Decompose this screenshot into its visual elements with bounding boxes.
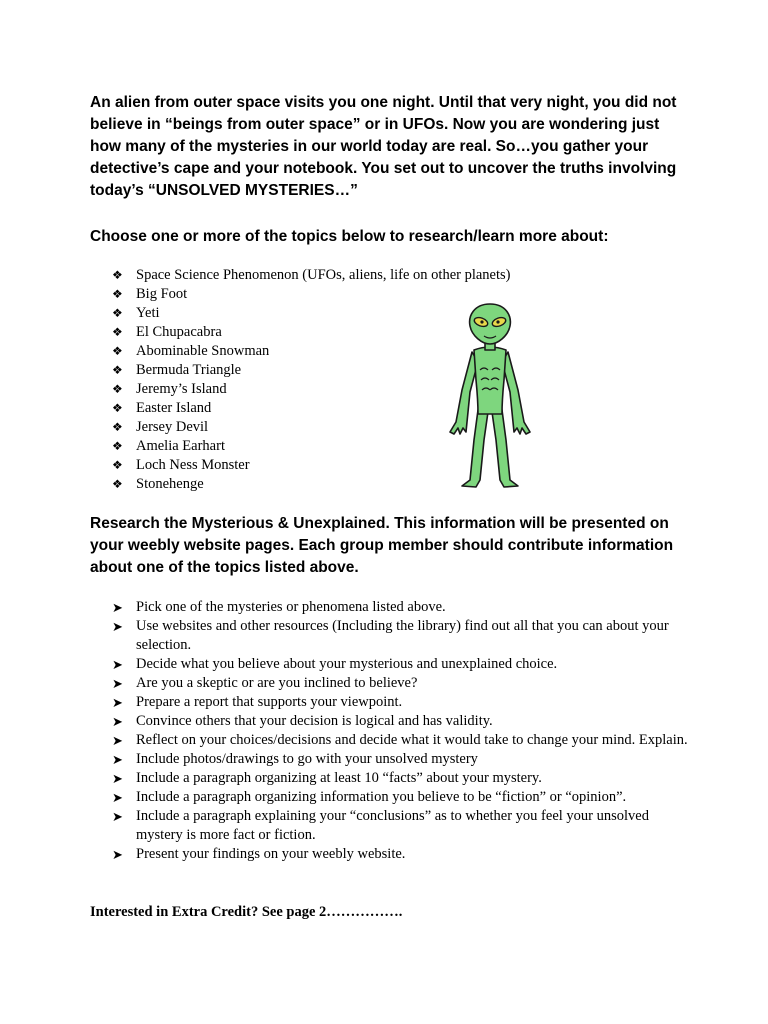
diamond-bullet-icon: ❖ xyxy=(112,306,123,320)
arrow-bullet-icon: ➤ xyxy=(112,847,123,862)
arrow-bullet-icon: ➤ xyxy=(112,600,123,615)
alien-illustration-icon xyxy=(440,300,540,492)
arrow-bullet-icon: ➤ xyxy=(112,733,123,748)
list-item: ➤ Include a paragraph explaining your “conclusions” as to whether you feel your unsolved mystery is more fact or fiction. xyxy=(112,808,649,843)
list-item: ❖ Bermuda Triangle xyxy=(112,362,242,378)
list-item: ➤ Use websites and other resources (Including the library) find out all that you can about your selection. xyxy=(112,618,669,653)
list-item: ➤ Reflect on your choices/decisions and decide what it would take to change your mind. Explain. xyxy=(112,732,688,748)
list-item: ➤ Include a paragraph organizing information you believe to be “fiction” or “opinion”. xyxy=(112,789,627,805)
arrow-bullet-icon: ➤ xyxy=(112,676,123,691)
list-item: ➤ Pick one of the mysteries or phenomena listed above. xyxy=(112,599,446,615)
list-item: ➤ Present your findings on your weebly website. xyxy=(112,846,406,862)
list-item: ❖ Big Foot xyxy=(112,286,188,302)
diamond-bullet-icon: ❖ xyxy=(112,382,123,396)
arrow-bullet-icon: ➤ xyxy=(112,695,123,710)
diamond-bullet-icon: ❖ xyxy=(112,401,123,415)
list-item: ➤ Prepare a report that supports your viewpoint. xyxy=(112,694,403,710)
list-item: ❖ Yeti xyxy=(112,305,160,321)
research-heading: Research the Mysterious & Unexplained. This information will be presented on your weebly website pages. Each group member should contribute information about one of the topics listed above. xyxy=(90,515,674,576)
diamond-bullet-icon: ❖ xyxy=(112,287,123,301)
arrow-bullet-icon: ➤ xyxy=(112,657,123,672)
list-item: ➤ Include a paragraph organizing at least 10 “facts” about your mystery. xyxy=(112,770,542,786)
diamond-bullet-icon: ❖ xyxy=(112,325,123,339)
list-item: ❖ Loch Ness Monster xyxy=(112,457,250,473)
list-item: ❖ El Chupacabra xyxy=(112,324,222,340)
list-item: ➤ Include photos/drawings to go with your unsolved mystery xyxy=(112,751,478,767)
list-item: ❖ Easter Island xyxy=(112,400,212,416)
steps-list xyxy=(112,598,692,864)
diamond-bullet-icon: ❖ xyxy=(112,458,123,472)
diamond-bullet-icon: ❖ xyxy=(112,344,123,358)
extra-credit-note: Interested in Extra Credit? See page 2……………. xyxy=(90,904,403,920)
list-item: ❖ Stonehenge xyxy=(112,476,204,492)
list-item: ➤ Convince others that your decision is logical and has validity. xyxy=(112,713,493,729)
arrow-bullet-icon: ➤ xyxy=(112,752,123,767)
diamond-bullet-icon: ❖ xyxy=(112,363,123,377)
arrow-bullet-icon: ➤ xyxy=(112,790,123,805)
list-item: ➤ Are you a skeptic or are you inclined to believe? xyxy=(112,675,418,691)
diamond-bullet-icon: ❖ xyxy=(112,420,123,434)
list-item: ➤ Decide what you believe about your mysterious and unexplained choice. xyxy=(112,656,558,672)
diamond-bullet-icon: ❖ xyxy=(112,439,123,453)
list-item: ❖ Space Science Phenomenon (UFOs, aliens, life on other planets) xyxy=(112,267,511,283)
diamond-bullet-icon: ❖ xyxy=(112,477,123,491)
topics-heading: Choose one or more of the topics below to research/learn more about: xyxy=(90,228,609,245)
list-item: ❖ Abominable Snowman xyxy=(112,343,270,359)
arrow-bullet-icon: ➤ xyxy=(112,714,123,729)
intro-paragraph: An alien from outer space visits you one night. Until that very night, you did not believe in “beings from outer space” or in UFOs. Now you are wondering just how many of the mysteries in our world today are real. So…you gather your detective’s cape and your notebook. You set out to uncover the truths involving today’s “UNSOLVED MYSTERIES…” xyxy=(90,94,677,199)
arrow-bullet-icon: ➤ xyxy=(112,771,123,786)
arrow-bullet-icon: ➤ xyxy=(112,619,123,634)
diamond-bullet-icon: ❖ xyxy=(112,268,123,282)
arrow-bullet-icon: ➤ xyxy=(112,809,123,824)
list-item: ❖ Jeremy’s Island xyxy=(112,381,227,397)
list-item: ❖ Amelia Earhart xyxy=(112,438,225,454)
list-item: ❖ Jersey Devil xyxy=(112,419,209,435)
